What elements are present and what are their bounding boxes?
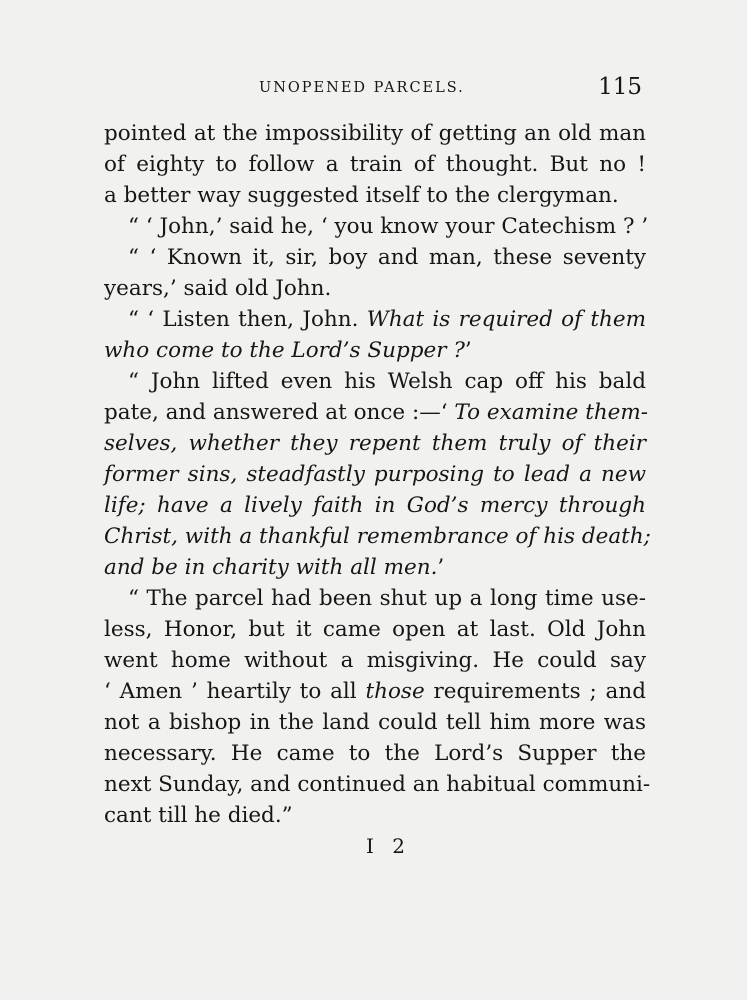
text-line: of eighty to follow a train of thought. But no ! <box>104 152 646 177</box>
text-line: life; have a lively faith in God’s mercy through <box>104 493 646 518</box>
text-line: Christ, with a thankful remembrance of his death; <box>104 524 651 549</box>
text-line: who come to the Lord’s Supper ?’ <box>104 338 472 363</box>
text-line: pate, and answered at once :—‘ To examine them- <box>104 400 649 425</box>
text-line: pointed at the impossibility of getting an old man <box>104 121 646 146</box>
text-line: former sins, steadfastly purposing to lead a new <box>104 462 646 487</box>
text-line: and be in charity with all men.’ <box>104 555 445 580</box>
page-number: 115 <box>598 74 642 100</box>
text-line: ‘ Amen ’ heartily to all those requirements ; and <box>104 679 646 704</box>
running-title: UNOPENED PARCELS. <box>259 80 465 96</box>
text-line: “ ‘ Listen then, John. What is required of them <box>128 307 646 332</box>
text-line: went home without a misgiving. He could say <box>104 648 646 673</box>
text-line: “ The parcel had been shut up a long time use- <box>128 586 646 611</box>
body-text <box>104 118 651 831</box>
text-line: selves, whether they repent them truly of their <box>104 431 646 456</box>
text-line: next Sunday, and continued an habitual communi- <box>104 772 651 797</box>
text-line: cant till he died.” <box>104 803 293 828</box>
text-line: less, Honor, but it came open at last. Old John <box>104 617 646 642</box>
signature-mark: I 2 <box>366 834 411 858</box>
text-line: “ ‘ John,’ said he, ‘ you know your Catechism ? ’ <box>128 214 649 239</box>
running-head <box>104 76 644 104</box>
text-line: “ John lifted even his Welsh cap off his bald <box>128 369 646 394</box>
text-line: not a bishop in the land could tell him more was <box>104 710 646 735</box>
text-line: a better way suggested itself to the clergyman. <box>104 183 619 208</box>
text-line: “ ‘ Known it, sir, boy and man, these seventy <box>128 245 646 270</box>
text-line: years,’ said old John. <box>104 276 332 301</box>
text-line: necessary. He came to the Lord’s Supper the <box>104 741 646 766</box>
